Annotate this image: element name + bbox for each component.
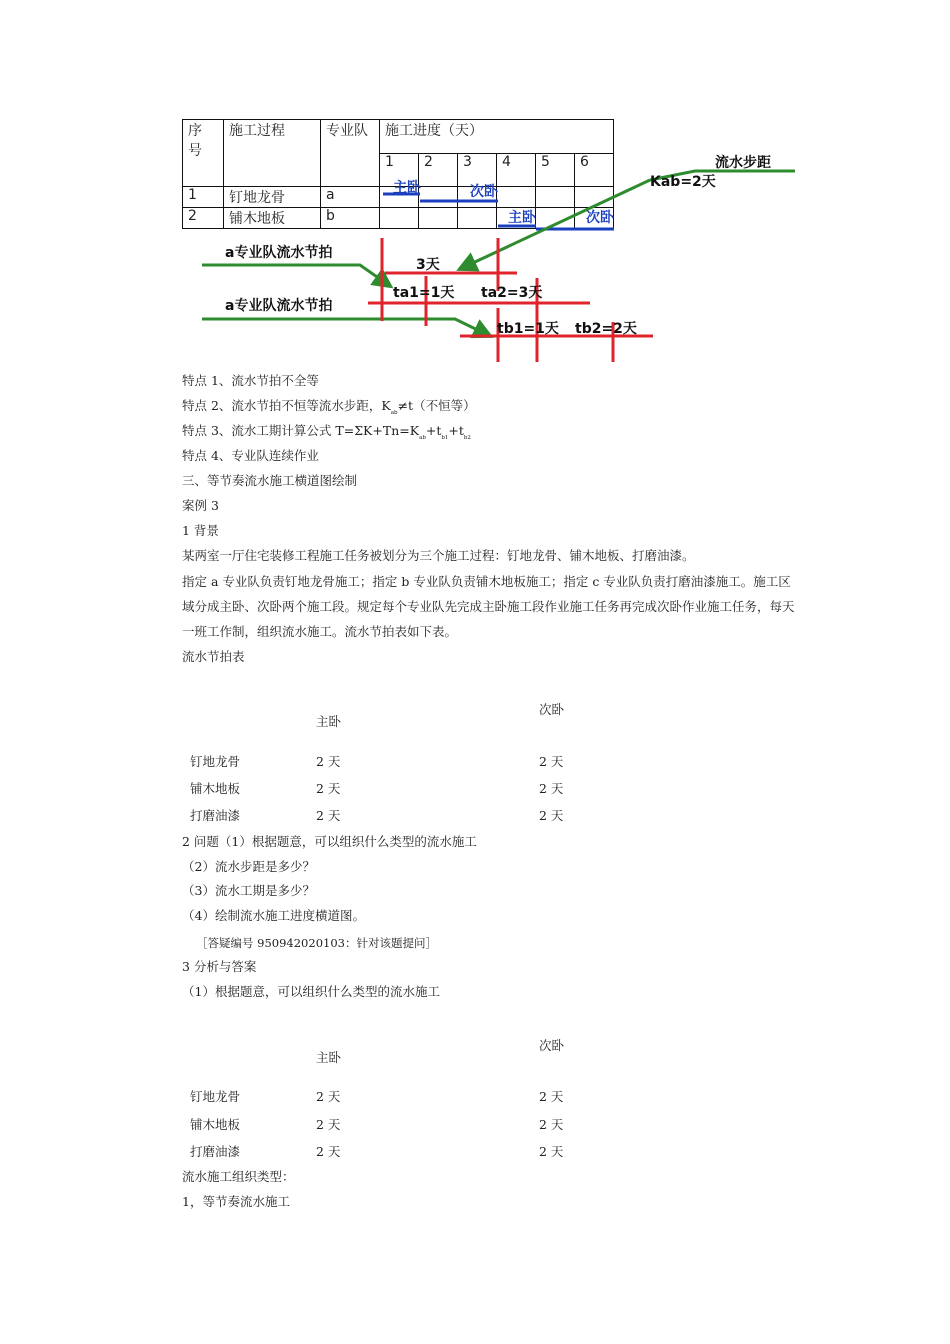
col-second: 次卧 [539, 702, 565, 717]
row-second: 2 天 [539, 1144, 564, 1159]
col-second: 次卧 [539, 1038, 565, 1053]
step-distance-label: 流水步距 [715, 155, 771, 171]
row1-seq: 1 [183, 187, 224, 208]
three-days-label: 3天 [416, 257, 440, 273]
header-process: 施工过程 [224, 120, 321, 187]
row-second: 2 天 [539, 1117, 564, 1132]
row-second: 2 天 [539, 1089, 564, 1104]
beat-a1-label: a专业队流水节拍 [225, 245, 333, 261]
question-3: （3）流水工期是多少？ [182, 883, 315, 898]
tb2-label: tb2=2天 [575, 321, 637, 337]
org-type-1: 1，等节奏流水施工 [182, 1194, 290, 1209]
day-5: 5 [536, 154, 575, 187]
header-seq: 序 号 [183, 120, 224, 187]
bar-label-r1-second: 次卧 [470, 184, 498, 200]
col-main: 主卧 [316, 714, 342, 729]
row-name: 铺木地板 [190, 781, 241, 796]
question-1: 2 问题（1）根据题意，可以组织什么类型的流水施工 [182, 834, 477, 849]
header-team: 专业队 [321, 120, 380, 187]
background-paragraph-2: 指定 a 专业队负责钉地龙骨施工；指定 b 专业队负责铺木地板施工；指定 c 专业队负责打磨油漆施工。施工区域分成主卧、次卧两个施工段。规定每个专业队先完成主卧施工段作业施工任务再完成次卧作业施工任务，每天一班工作制，组织流水施工。流水节拍表如下表。 [182, 574, 795, 639]
table-title: 流水节拍表 [182, 649, 245, 664]
bar-label-r2-main: 主卧 [508, 210, 536, 226]
row1-process: 钉地龙骨 [224, 187, 321, 208]
beat-a2-leader [202, 319, 490, 336]
tb1-label: tb1=1天 [497, 321, 559, 337]
feature-2: 特点 2、流水节拍不恒等流水步距，$K_{ab}\ne t$（不恒等） [182, 398, 476, 416]
day-4: 4 [497, 154, 536, 187]
row2-process: 铺木地板 [224, 208, 321, 229]
qa-note-link[interactable]: ［答疑编号 950942020103：针对该题提问］ [196, 936, 437, 950]
ta1-label: ta1=1天 [393, 285, 455, 301]
row2-seq: 2 [183, 208, 224, 229]
row-main: 2 天 [316, 808, 341, 823]
row1-team: a [321, 187, 380, 208]
day-3: 3 [458, 154, 497, 187]
background-paragraph-1: 某两室一厅住宅装修工程施工任务被划分为三个施工过程：钉地龙骨、铺木地板、打磨油漆。 [182, 548, 695, 563]
answer-q1: （1）根据题意，可以组织什么类型的流水施工 [182, 984, 440, 999]
bar-label-r1-main: 主卧 [393, 180, 421, 196]
day-1: 1 [380, 154, 419, 187]
feature-4: 特点 4、专业队连续作业 [182, 448, 319, 463]
beat-a2-label: a专业队流水节拍 [225, 298, 333, 314]
diagram-lines [150, 100, 810, 370]
org-type-label: 流水施工组织类型： [182, 1169, 295, 1184]
row-main: 2 天 [316, 1117, 341, 1132]
row-second: 2 天 [539, 808, 564, 823]
beat-a1-leader [202, 265, 390, 286]
row-name: 打磨油漆 [190, 808, 241, 823]
row-name: 钉地龙骨 [190, 754, 241, 769]
feature-1: 特点 1、流水节拍不全等 [182, 373, 319, 388]
kab-label: Kab=2天 [650, 174, 716, 190]
row-main: 2 天 [316, 1089, 341, 1104]
case-title: 案例 3 [182, 498, 219, 513]
row-main: 2 天 [316, 1144, 341, 1159]
day-2: 2 [419, 154, 458, 187]
background-title: 1 背景 [182, 523, 219, 538]
feature-3: 特点 3、流水工期计算公式 $T=\Sigma K+Tn=K_{ab}+t_{b1}+t_{b2}$ [182, 423, 471, 441]
row-main: 2 天 [316, 754, 341, 769]
schedule-diagram [150, 100, 810, 370]
header-progress: 施工进度（天） [380, 120, 614, 154]
row-second: 2 天 [539, 754, 564, 769]
ta2-label: ta2=3天 [481, 285, 543, 301]
analysis-title: 3 分析与答案 [182, 959, 257, 974]
row-name: 钉地龙骨 [190, 1089, 241, 1104]
question-4: （4）绘制流水施工进度横道图。 [182, 908, 365, 923]
row2-team: b [321, 208, 380, 229]
row-name: 打磨油漆 [190, 1144, 241, 1159]
row-name: 铺木地板 [190, 1117, 241, 1132]
section-heading: 三、等节奏流水施工横道图绘制 [182, 473, 358, 488]
col-main: 主卧 [316, 1050, 342, 1065]
question-2: （2）流水步距是多少？ [182, 859, 315, 874]
row-main: 2 天 [316, 781, 341, 796]
row-second: 2 天 [539, 781, 564, 796]
day-6: 6 [575, 154, 614, 187]
bar-label-r2-second: 次卧 [586, 210, 614, 226]
